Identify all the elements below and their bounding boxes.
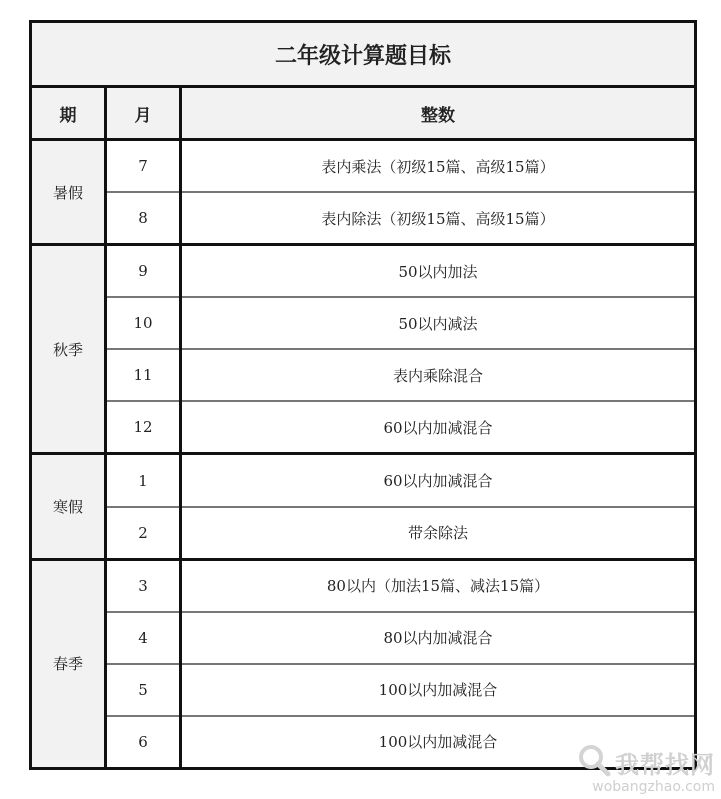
month-cell: 7 [106,140,181,193]
month-cell: 9 [106,245,181,298]
table-row [31,612,696,664]
month-cell: 5 [106,664,181,716]
magnifier-icon [577,743,611,781]
schedule-table [29,20,697,770]
table-row [31,297,696,349]
month-cell: 1 [106,454,181,507]
content-cell: 50以内加法 [181,245,696,298]
month-cell: 10 [106,297,181,349]
watermark-name: 我帮找网 [615,750,715,779]
watermark-url: wobangzhao.com [592,779,715,795]
table-row [31,245,696,298]
table-row [31,664,696,716]
watermark [577,743,715,795]
content-cell: 80以内（加法15篇、减法15篇） [181,559,696,612]
period-cell: 秋季 [31,245,106,454]
header-row [31,87,696,140]
table-row [31,140,696,193]
table-row [31,454,696,507]
month-cell: 2 [106,507,181,560]
period-cell: 春季 [31,559,106,768]
header-month: 月 [106,87,181,140]
header-content: 整数 [181,87,696,140]
content-cell: 60以内加减混合 [181,454,696,507]
table-title: 二年级计算题目标 [31,22,696,87]
table-row [31,507,696,560]
month-cell: 8 [106,192,181,245]
table-row [31,192,696,245]
header-period: 期 [31,87,106,140]
content-cell: 表内乘除混合 [181,349,696,401]
month-cell: 3 [106,559,181,612]
month-cell: 4 [106,612,181,664]
period-cell: 寒假 [31,454,106,559]
month-cell: 6 [106,716,181,769]
content-cell: 60以内加减混合 [181,401,696,454]
table-row [31,559,696,612]
title-row [31,22,696,87]
content-cell: 100以内加减混合 [181,716,696,769]
month-cell: 11 [106,349,181,401]
table-row [31,349,696,401]
content-cell: 80以内加减混合 [181,612,696,664]
month-cell: 12 [106,401,181,454]
content-cell: 带余除法 [181,507,696,560]
content-cell: 表内乘法（初级15篇、高级15篇） [181,140,696,193]
content-cell: 50以内减法 [181,297,696,349]
content-cell: 表内除法（初级15篇、高级15篇） [181,192,696,245]
period-cell: 暑假 [31,140,106,245]
table-row [31,401,696,454]
content-cell: 100以内加减混合 [181,664,696,716]
